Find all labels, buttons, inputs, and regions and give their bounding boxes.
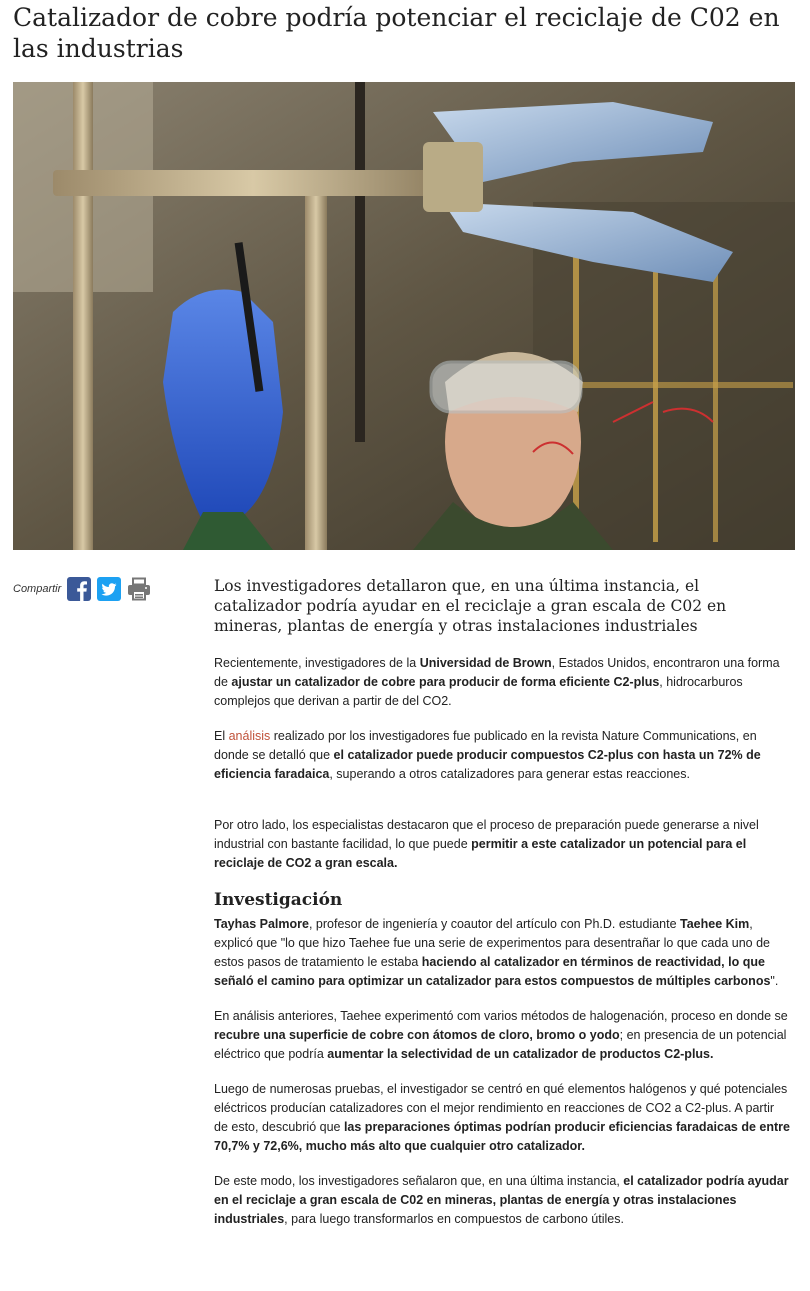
paragraph-3: Por otro lado, los especialistas destacaron que el proceso de preparación puede generarse a nivel industrial con bastante facilidad, lo que puede permitir a este catalizador un potencial para el reciclaje de CO2 a gran escala.	[214, 818, 759, 870]
paragraph-6: Luego de numerosas pruebas, el investigador se centró en qué elementos halógenos y qué potenciales eléctricos producían catalizadores con el mejor rendimiento en reacciones de CO2 a C2-plus. A partir de esto, descubrió que las preparaciones óptimas podrían producir eficiencias faradaicas de entre 70,7% y 72,6%, mucho más alto que cualquier otro catalizador.	[214, 1082, 790, 1153]
paragraph-2: El análisis realizado por los investigadores fue publicado en la revista Nature Communications, en donde se detalló que el catalizador puede producir compuestos C2-plus con hasta un 72% de eficiencia faradaica, superando a otros catalizadores para generar estas reacciones.	[214, 729, 761, 781]
laboratory-scientist-photo	[13, 82, 795, 550]
facebook-icon[interactable]	[67, 577, 91, 601]
print-icon[interactable]	[127, 577, 151, 601]
section-heading: Investigación	[214, 890, 343, 910]
analysis-link[interactable]: análisis	[228, 729, 271, 743]
hero-image	[13, 82, 795, 550]
article-body	[214, 576, 790, 1245]
paragraph-5: En análisis anteriores, Taehee experimentó com varios métodos de halogenación, proceso en donde se recubre una superficie de cobre con átomos de cloro, bromo o yodo; en presencia de un potencial eléctrico que podría aumentar la selectividad de un catalizador de productos C2-plus.	[214, 1009, 788, 1061]
article-title: Catalizador de cobre podría potenciar el reciclaje de C02 en las industrias	[13, 3, 780, 63]
share-bar	[13, 577, 157, 601]
paragraph-4: Tayhas Palmore, profesor de ingeniería y coautor del artículo con Ph.D. estudiante Taehee Kim, explicó que "lo que hizo Taehee fue una serie de experimentos para desentrañar lo que cada uno de estos pasos de tratamiento le estaba haciendo al catalizador en términos de reactividad, lo que señaló el camino para optimizar un catalizador para estos compuestos de múltiples carbonos".	[214, 917, 779, 988]
paragraph-spacer	[214, 800, 790, 816]
article-lead: Los investigadores detallaron que, en una última instancia, el catalizador podría ayudar en el reciclaje a gran escala de C02 en mineras, plantas de energía y otras instalaciones industriales	[214, 577, 727, 635]
twitter-icon[interactable]	[97, 577, 121, 601]
share-label: Compartir	[13, 583, 62, 595]
paragraph-1: Recientemente, investigadores de la Universidad de Brown, Estados Unidos, encontraron una forma de ajustar un catalizador de cobre para producir de forma eficiente C2-plus, hidrocarburos complejos que derivan a partir de del CO2.	[214, 656, 780, 708]
paragraph-7: De este modo, los investigadores señalaron que, en una última instancia, el catalizador podría ayudar en el reciclaje a gran escala de C02 en mineras, plantas de energía y otras instalaciones industriales, para luego transformarlos en compuestos de carbono útiles.	[214, 1174, 789, 1226]
